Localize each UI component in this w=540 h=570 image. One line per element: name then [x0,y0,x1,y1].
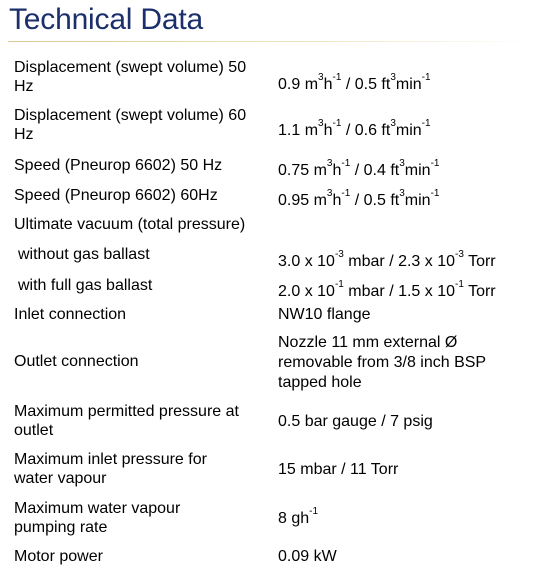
label-inlet-connection: Inlet connection [14,306,127,323]
label-displacement-60hz: Displacement (swept volume) 60 Hz [14,107,247,143]
title-divider [8,41,534,42]
label-motor-power: Motor power [14,548,103,565]
label-max-inlet-pressure: Maximum inlet pressure for water vapour [14,451,207,487]
label-max-permitted-pressure: Maximum permitted pressure at outlet [14,403,239,439]
label-displacement-50hz: Displacement (swept volume) 50 Hz [14,59,247,95]
label-speed-60hz: Speed (Pneurop 6602) 60Hz [14,187,218,204]
value-speed-60hz: 0.95 $m^3h^{-1} / 0.5$ $ft^3\min^{-1}$ [278,188,440,209]
value-without-gas-ballast: 3.0 x $10^{-3}$ mbar / 2.3 x $10^{-3}$ Torr [278,249,496,270]
value-inlet-connection: NW10 flange [278,306,371,323]
label-max-water-vapour-rate: Maximum water vapour pumping rate [14,500,181,536]
label-with-full-gas-ballast: with full gas ballast [18,277,153,294]
page-title: Technical Data [9,3,203,36]
label-without-gas-ballast: without gas ballast [18,246,150,263]
value-outlet-line-1: Nozzle 11 mm external Ø [278,334,458,351]
value-displacement-60hz: 1.1 $m^3h^{-1} / 0.6$ $ft^3\min^{-1}$ [278,118,431,139]
label-speed-50hz: Speed (Pneurop 6602) 50 Hz [14,157,223,174]
value-with-full-gas-ballast: 2.0 x $10^{-1}$ mbar / 1.5 x $10^{-1}$ Torr [278,279,496,300]
label-outlet-connection: Outlet connection [14,353,139,370]
value-max-water-vapour-rate: 8 $gh^{-1}$ [278,506,319,527]
value-outlet-line-2: removable from 3/8 inch BSP [278,354,487,371]
label-ultimate-vacuum: Ultimate vacuum (total pressure) [14,216,246,233]
value-displacement-50hz: 0.9 $m^3h^{-1} / 0.5$ $ft^3\min^{-1}$ [278,72,431,93]
value-motor-power: 0.09 kW [278,548,337,565]
value-max-permitted-pressure: 0.5 bar gauge / 7 psig [278,413,433,430]
value-max-inlet-pressure: 15 mbar / 11 Torr [278,461,399,478]
value-speed-50hz: 0.75 $m^3h^{-1} / 0.4$ $ft^3\min^{-1}$ [278,158,440,179]
value-outlet-line-3: tapped hole [278,374,362,391]
